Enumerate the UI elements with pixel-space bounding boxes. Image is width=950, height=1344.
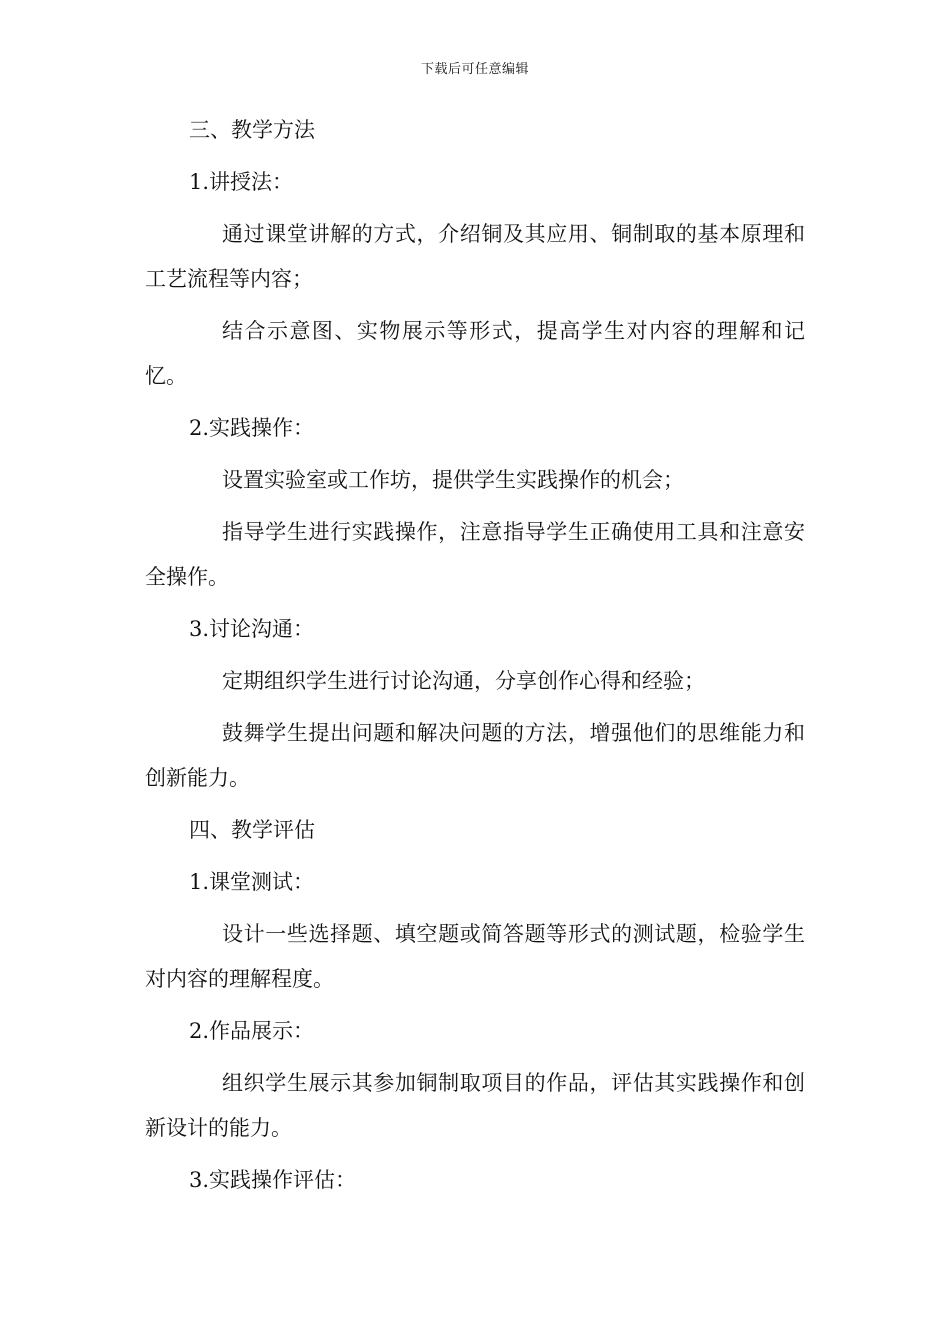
- subheading-lecture-method: 1.讲授法：: [189, 170, 294, 194]
- paragraph: 鼓舞学生提出问题和解决问题的方法，增强他们的思维能力和创新能力。: [145, 721, 805, 790]
- paragraph: 设置实验室或工作坊，提供学生实践操作的机会；: [222, 468, 684, 492]
- document-body: [145, 108, 805, 1210]
- subheading-discussion: 3.讨论沟通：: [189, 617, 315, 641]
- subheading-practice-evaluation: 3.实践操作评估：: [189, 1168, 357, 1192]
- paragraph: 通过课堂讲解的方式，介绍铜及其应用、铜制取的基本原理和工艺流程等内容；: [145, 222, 805, 291]
- paragraph: 定期组织学生进行讨论沟通，分享创作心得和经验；: [222, 669, 705, 693]
- page-header: 下载后可任意编辑: [420, 62, 529, 77]
- section-heading-teaching-methods: 三、教学方法: [189, 118, 315, 142]
- paragraph: 指导学生进行实践操作，注意指导学生正确使用工具和注意安全操作。: [145, 520, 805, 589]
- paragraph: 组织学生展示其参加铜制取项目的作品，评估其实践操作和创新设计的能力。: [145, 1071, 805, 1140]
- section-heading-teaching-evaluation: 四、教学评估: [189, 818, 315, 842]
- subheading-practice: 2.实践操作：: [189, 416, 315, 440]
- subheading-class-test: 1.课堂测试：: [189, 870, 315, 894]
- paragraph: 设计一些选择题、填空题或简答题等形式的测试题，检验学生对内容的理解程度。: [145, 922, 805, 991]
- paragraph: 结合示意图、实物展示等形式，提高学生对内容的理解和记忆。: [145, 319, 805, 388]
- subheading-work-display: 2.作品展示：: [189, 1019, 315, 1043]
